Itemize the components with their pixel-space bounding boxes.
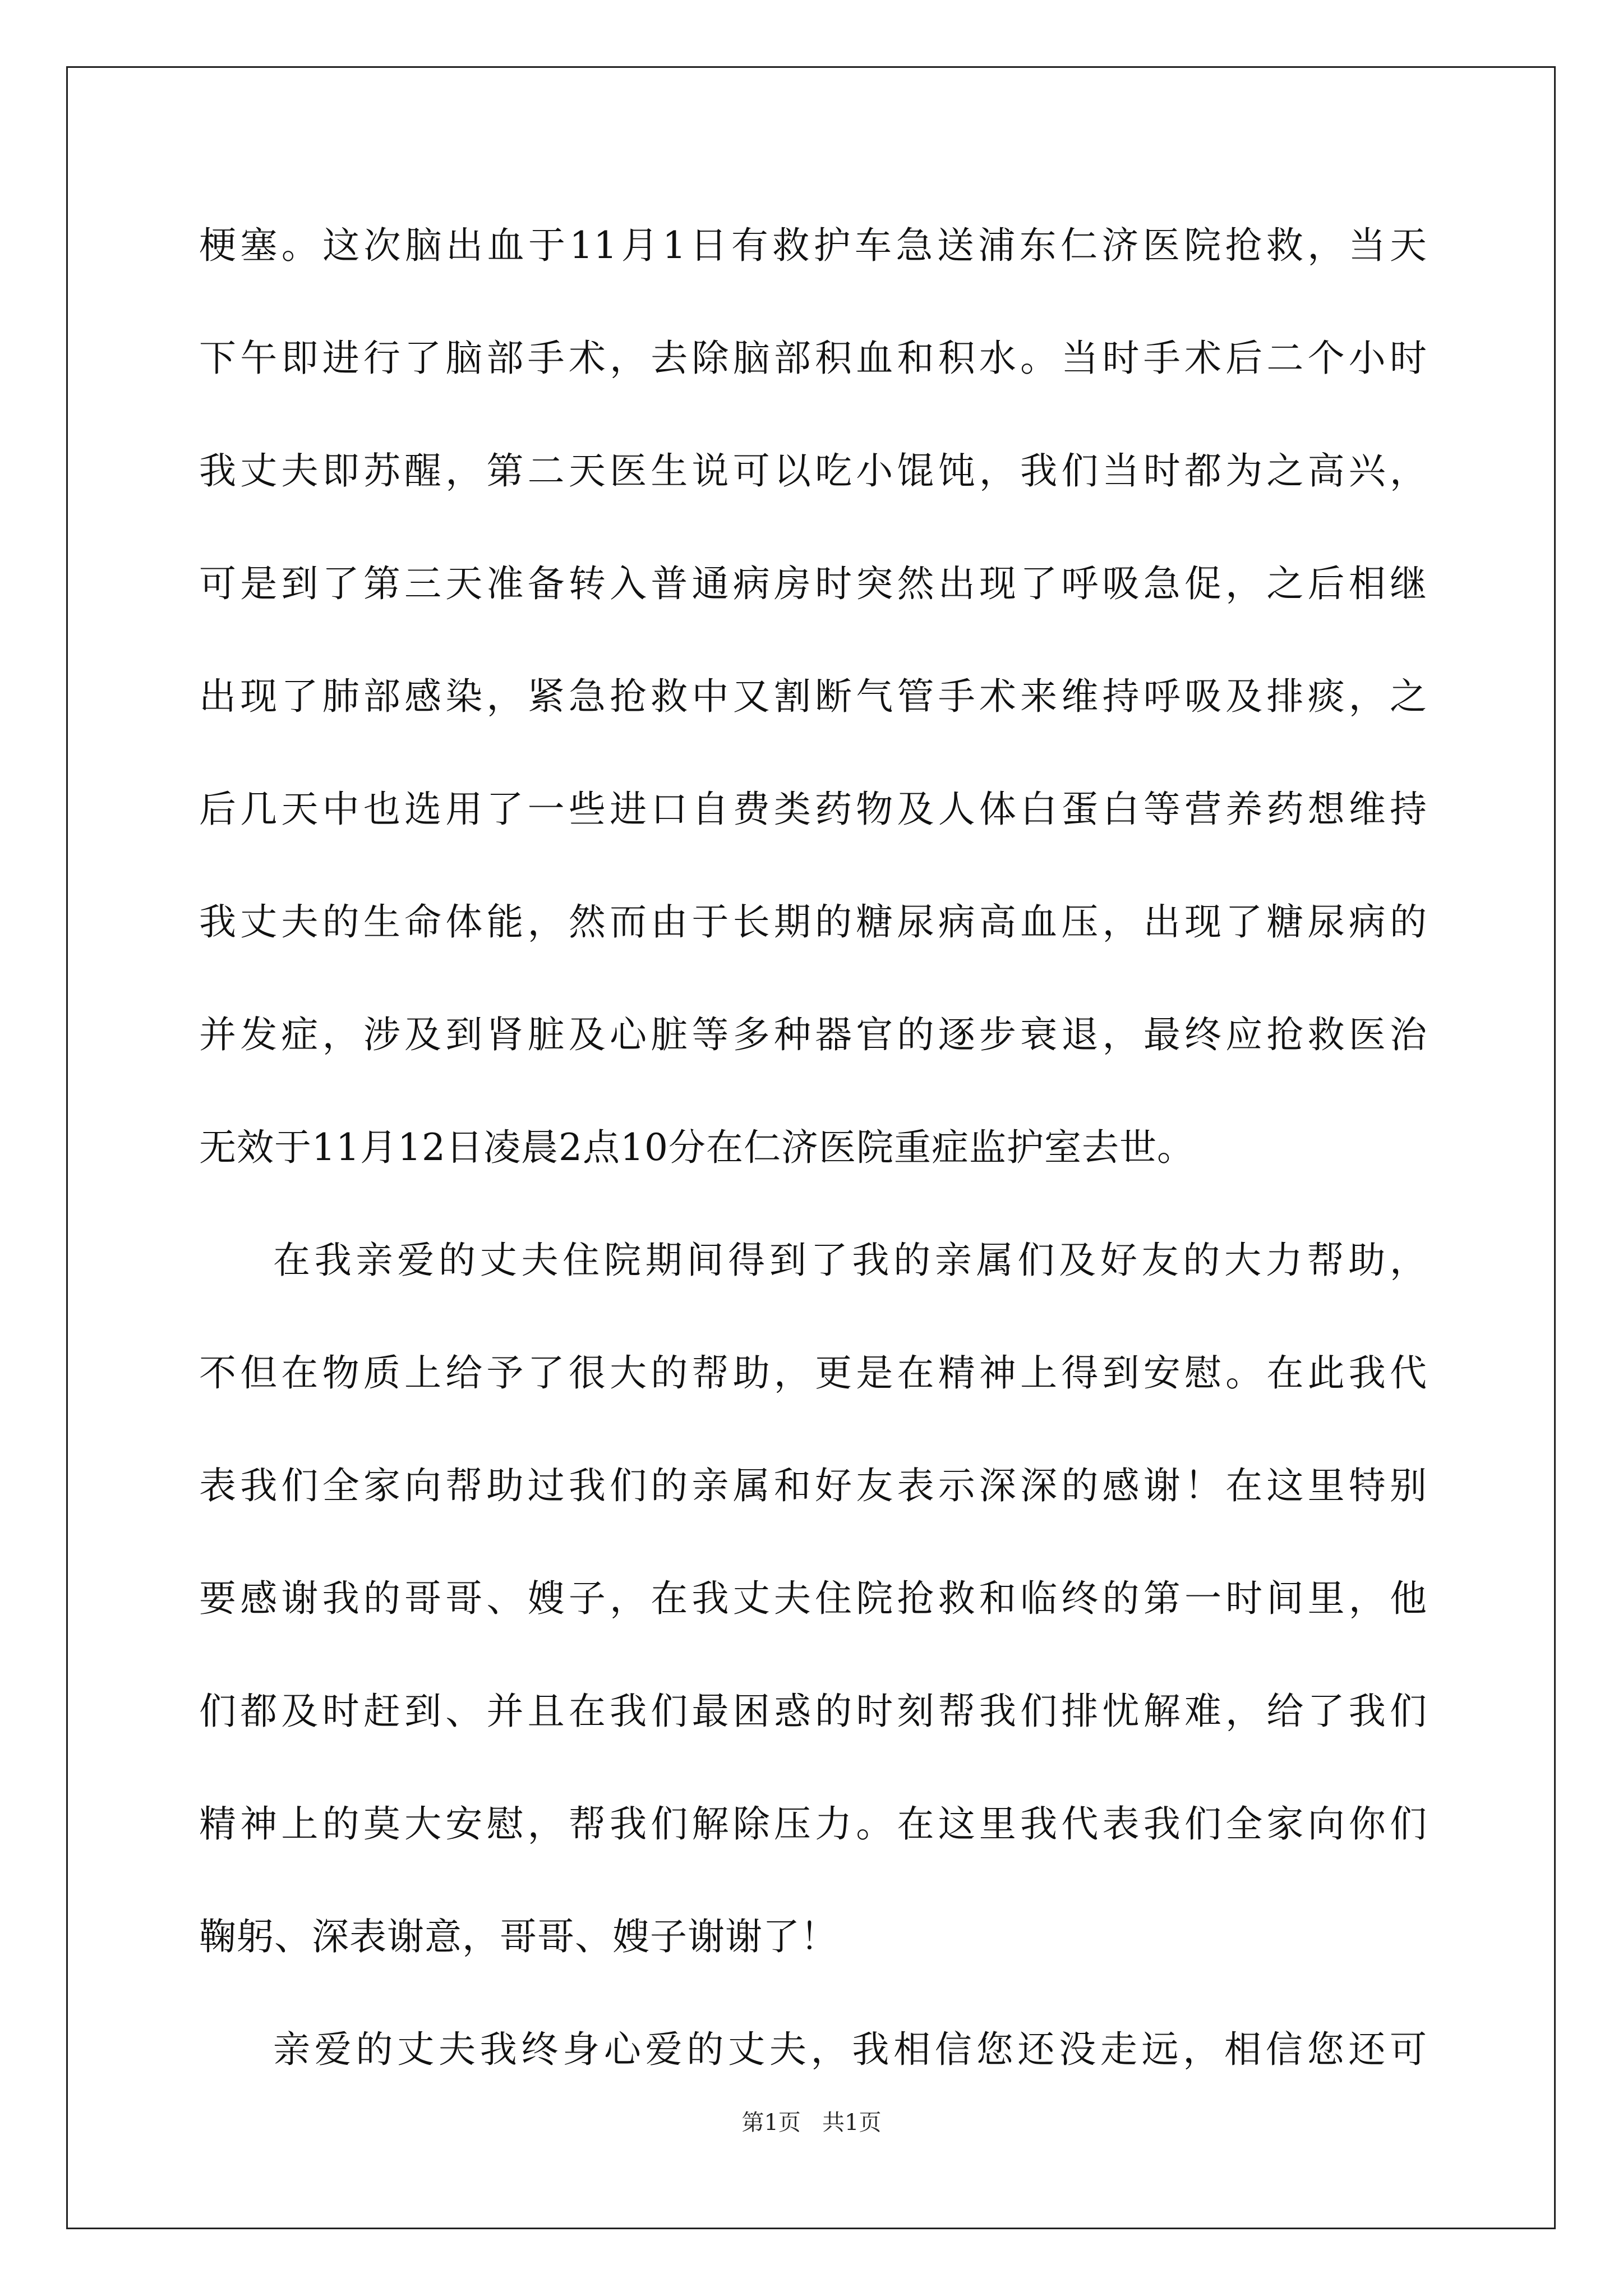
- paragraph-line: 要感谢我的哥哥、嫂子，在我丈夫住院抢救和临终的第一时间里，他: [199, 1577, 1427, 1620]
- paragraph-line: 鞠躬、深表谢意，哥哥、嫂子谢谢了！: [199, 1915, 838, 1958]
- paragraph-line: 出现了肺部感染，紧急抢救中又割断气管手术来维持呼吸及排痰，之: [199, 675, 1427, 718]
- paragraph-line: 精神上的莫大安慰，帮我们解除压力。在这里我代表我们全家向你们: [199, 1802, 1427, 1846]
- paragraph-line: 无效于11月12日凌晨2点10分在仁济医院重症监护室去世。: [199, 1126, 1195, 1169]
- paragraph-line: 亲爱的丈夫我终身心爱的丈夫，我相信您还没走远，相信您还可: [273, 2028, 1427, 2071]
- page-footer: 第1页 共1页: [741, 2110, 882, 2136]
- paragraph-line: 们都及时赶到、并且在我们最困惑的时刻帮我们排忧解难，给了我们: [199, 1690, 1427, 1733]
- paragraph-line: 我丈夫即苏醒，第二天医生说可以吃小馄饨，我们当时都为之高兴，: [199, 449, 1427, 493]
- document-body: [199, 222, 1427, 2138]
- paragraph-line: 可是到了第三天准备转入普通病房时突然出现了呼吸急促，之后相继: [199, 562, 1427, 605]
- paragraph-line: 并发症，涉及到肾脏及心脏等多种器官的逐步衰退，最终应抢救医治: [199, 1013, 1427, 1056]
- paragraph-line: 梗塞。这次脑出血于11月1日有救护车急送浦东仁济医院抢救，当天: [199, 224, 1427, 267]
- paragraph-line: 表我们全家向帮助过我们的亲属和好友表示深深的感谢！在这里特别: [199, 1464, 1427, 1507]
- paragraph-line: 我丈夫的生命体能，然而由于长期的糖尿病高血压，出现了糖尿病的: [199, 900, 1427, 944]
- paragraph-line: 后几天中也选用了一些进口自费类药物及人体白蛋白等营养药想维持: [199, 788, 1427, 831]
- paragraph-line: 在我亲爱的丈夫住院期间得到了我的亲属们及好友的大力帮助，: [273, 1239, 1427, 1282]
- paragraph-line: 不但在物质上给予了很大的帮助，更是在精神上得到安慰。在此我代: [199, 1351, 1427, 1395]
- paragraph-line: 下午即进行了脑部手术，去除脑部积血和积水。当时手术后二个小时: [199, 337, 1427, 380]
